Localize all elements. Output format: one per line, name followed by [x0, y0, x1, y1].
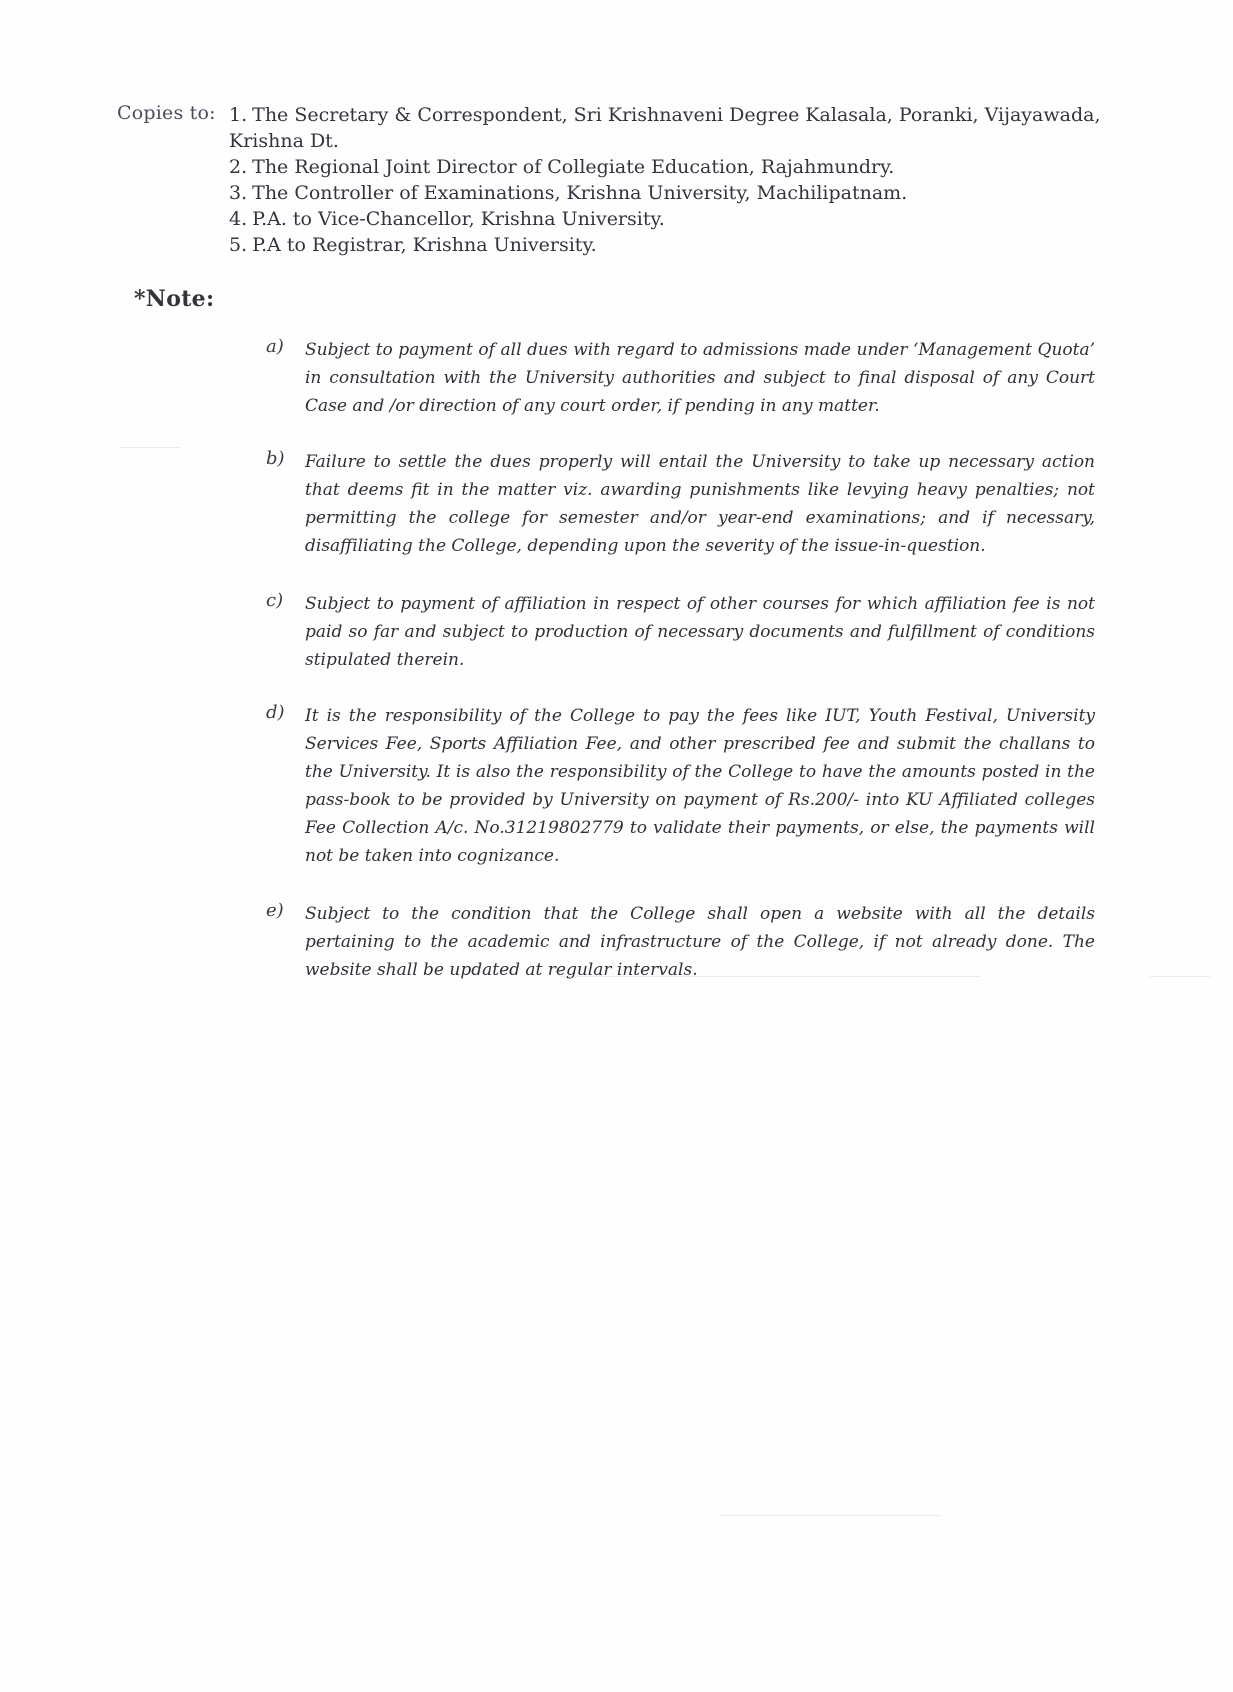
copies-to-item-number: 4.	[229, 208, 248, 230]
copies-to-item-number: 3.	[229, 182, 248, 204]
copies-to-item-text: The Regional Joint Director of Collegiate Education, Rajahmundry.	[252, 156, 895, 178]
note-item-letter: d)	[266, 702, 285, 723]
copies-to-item-continuation: Krishna Dt.	[229, 130, 339, 152]
scan-artifact-line	[1150, 976, 1210, 977]
scan-artifact-line	[120, 447, 180, 448]
note-item-text: Failure to settle the dues properly will entail the University to take up necessary action that deems fit in the matter viz. awarding punishments like levying heavy penalties; not permitting the college for semester and/or year-end examinations; and if necessary, disaffiliating the College, depending upon the severity of the issue-in-question.	[305, 452, 1095, 556]
copies-to-item	[229, 154, 1129, 180]
note-item-text: It is the responsibility of the College to pay the fees like IUT, Youth Festival, University Services Fee, Sports Affiliation Fee, and other prescribed fee and submit the challans to the University. It is also the responsibility of the College to have the amounts posted in the pass-book to be provided by University on payment of Rs.200/- into KU Affiliated colleges Fee Collection A/c. No.31219802779 to validate their payments, or else, the payments will not be taken into cognizance.	[305, 706, 1095, 866]
copies-to-item-text: The Secretary & Correspondent, Sri Krishnaveni Degree Kalasala, Poranki, Vijayawada,	[252, 104, 1101, 126]
copies-to-item-number: 2.	[229, 156, 248, 178]
note-item-letter: e)	[266, 900, 284, 921]
note-item-letter: a)	[266, 336, 284, 357]
scan-artifact-line	[720, 1515, 940, 1516]
copies-to-item-text: The Controller of Examinations, Krishna University, Machilipatnam.	[252, 182, 908, 204]
copies-to-item-number: 5.	[229, 234, 248, 256]
copies-to-list	[229, 102, 1129, 258]
note-item-text: Subject to payment of affiliation in respect of other courses for which affiliation fee is not paid so far and subject to production of necessary documents and fulfillment of conditions stipulated therein.	[305, 594, 1095, 670]
copies-to-label: Copies to:	[117, 102, 216, 124]
copies-to-item	[229, 206, 1129, 232]
note-item-letter: c)	[266, 590, 284, 611]
note-item-letter: b)	[266, 448, 285, 469]
note-item-text: Subject to the condition that the College shall open a website with all the details pertaining to the academic and infrastructure of the College, if not already done. The website shall be updated at regular intervals.	[305, 904, 1095, 980]
note-heading: *Note:	[134, 286, 215, 312]
note-item-text: Subject to payment of all dues with regard to admissions made under ‘Management Quota’ in consultation with the University authorities and subject to final disposal of any Court Case and /or direction of any court order, if pending in any matter.	[305, 340, 1095, 416]
copies-to-item	[229, 180, 1129, 206]
copies-to-item	[229, 102, 1129, 154]
copies-to-item-text: P.A. to Vice-Chancellor, Krishna University.	[252, 208, 665, 230]
copies-to-item	[229, 232, 1129, 258]
copies-to-item-number: 1.	[229, 104, 248, 126]
copies-to-item-text: P.A to Registrar, Krishna University.	[252, 234, 597, 256]
